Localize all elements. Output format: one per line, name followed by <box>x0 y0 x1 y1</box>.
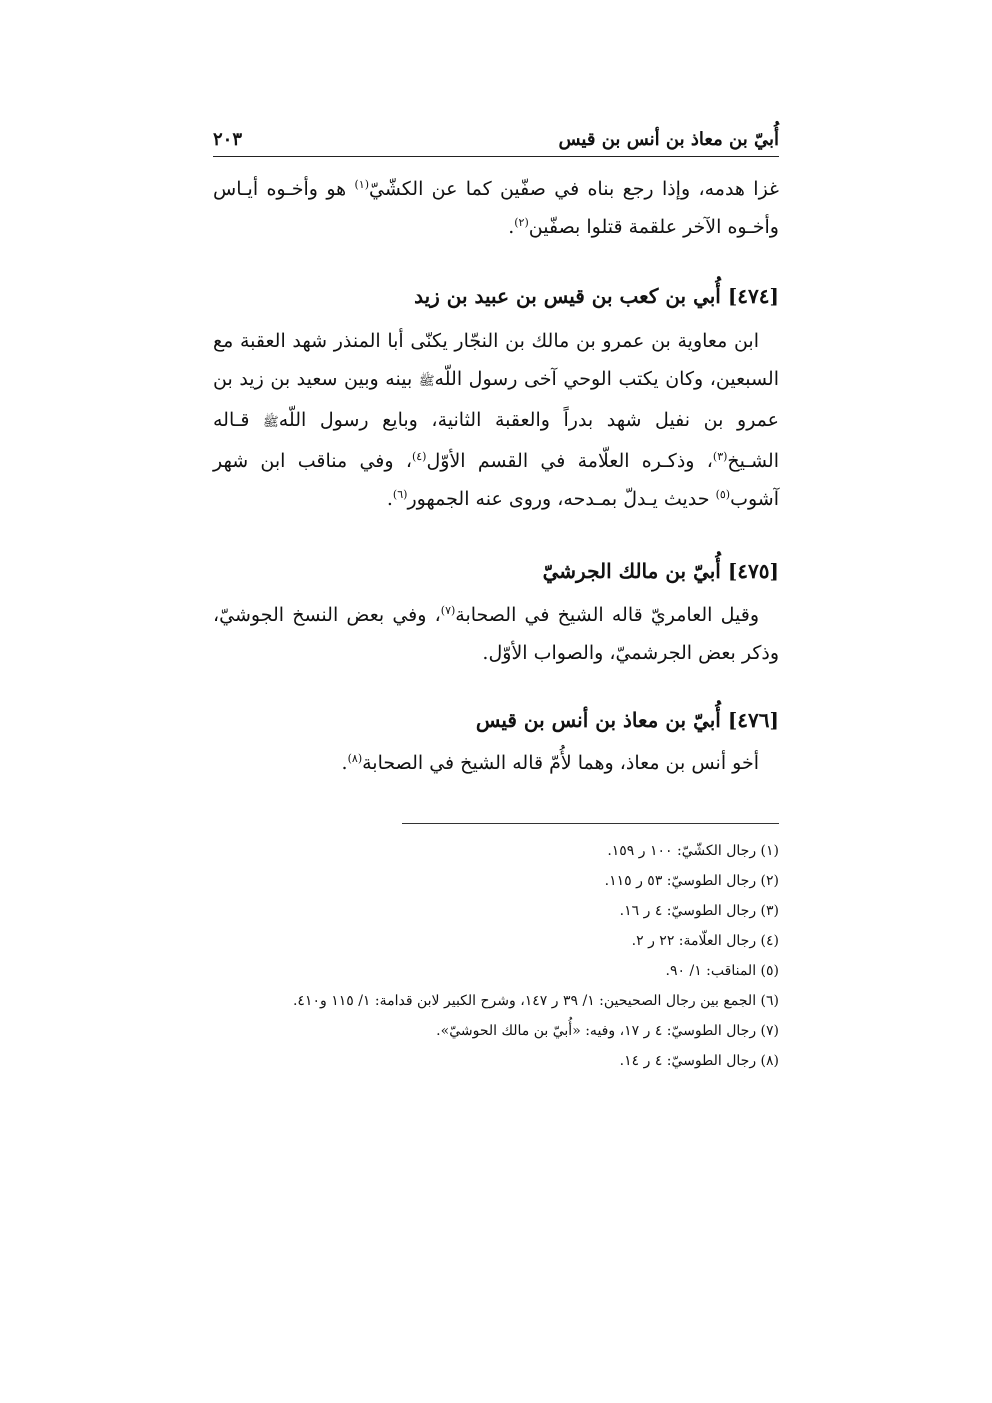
footnote-item: (٤) رجال العلّامة: ٢٢ ر ٢. <box>631 933 779 949</box>
page-header <box>213 124 779 154</box>
footnotes <box>213 836 779 1076</box>
continuation-paragraph: غزا هدمه، وإذا رجع بناه في صفّين كما عن الكشّيّ$^{(١)}$ هو وأخـوه أيـاس وأخـوه الآخر علقمة قتلوا بصفّين$^{(٢)}$. <box>213 178 779 238</box>
footnote-ref-7[interactable]: (٧) <box>440 604 456 617</box>
footnote-ref-4[interactable]: (٤) <box>411 450 427 463</box>
entry-heading-476: [٤٧٦] أُبيّ بن معاذ بن أنس بن قيس <box>475 708 779 732</box>
footnote-ref-3[interactable]: (٣) <box>712 450 728 463</box>
footnote-ref-6[interactable]: (٦) <box>392 488 408 501</box>
entry-body-474: ابن معاوية بن عمرو بن مالك بن النجّار يكنّى أبا المنذر شهد العقبة مع السبعين، وكان يكتب الوحي آخى رسول اللّهﷺ بينه وبين سعيد بن زيد بن عمرو بن نفيل شهد بدراً والعقبة الثانية، وبايع رسول اللّهﷺ قـاله الشـيخ$^{(٣)}$، وذكـره العلّامة في القسم الأوّل$^{(٤)}$، وفي مناقب ابن شهر آشوب$^{(٥)}$ حديث يـدلّ بمـدحه، وروى عنه الجمهور$^{(٦)}$. <box>213 330 779 510</box>
running-title: أُبيّ بن معاذ بن أنس بن قيس <box>558 128 779 150</box>
salawat-glyph: ﷺ <box>418 374 435 389</box>
header-divider <box>213 156 779 157</box>
entry-heading-475: [٤٧٥] أُبيّ بن مالك الجرشيّ <box>542 559 779 583</box>
page-number: ٢٠٣ <box>213 128 243 150</box>
footnote-ref-5[interactable]: (٥) <box>715 488 731 501</box>
footnote-ref-8[interactable]: (٨) <box>347 752 363 765</box>
footnote-item: (٧) رجال الطوسيّ: ٤ ر ١٧، وفيه: «أُبيّ بن مالك الحوشيّ». <box>436 1023 779 1039</box>
book-page <box>213 0 779 1403</box>
entry-body-476: أخو أنس بن معاذ، وهما لأُمّ قاله الشيخ في الصحابة$^{(٨)}$. <box>341 752 759 774</box>
entry-body-475: وقيل العامريّ قاله الشيخ في الصحابة$^{(٧)}$، وفي بعض النسخ الجوشيّ، وذكر بعض الجرشميّ، والصواب الأوّل. <box>213 604 779 664</box>
footnote-ref-2[interactable]: (٢) <box>514 216 529 229</box>
footnote-divider <box>402 823 779 824</box>
footnote-item: (٨) رجال الطوسيّ: ٤ ر ١٤. <box>619 1053 779 1069</box>
footnote-item: (٥) المناقب: ١/ ٩٠. <box>665 963 779 979</box>
entry-heading-474: [٤٧٤] أُبي بن كعب بن قيس بن عبيد بن زيد <box>414 284 779 308</box>
footnote-item: (١) رجال الكشّيّ: ١٠٠ ر ١٥٩. <box>607 843 779 859</box>
salawat-glyph: ﷺ <box>263 415 279 430</box>
footnote-item: (٢) رجال الطوسيّ: ٥٣ ر ١١٥. <box>604 873 779 889</box>
footnote-ref-1[interactable]: (١) <box>354 178 369 191</box>
footnote-item: (٣) رجال الطوسيّ: ٤ ر ١٦. <box>619 903 779 919</box>
footnote-item: (٦) الجمع بين رجال الصحيحين: ١/ ٣٩ ر ١٤٧، وشرح الكبير لابن قدامة: ١/ ١١٥ و٤١٠. <box>292 993 779 1009</box>
